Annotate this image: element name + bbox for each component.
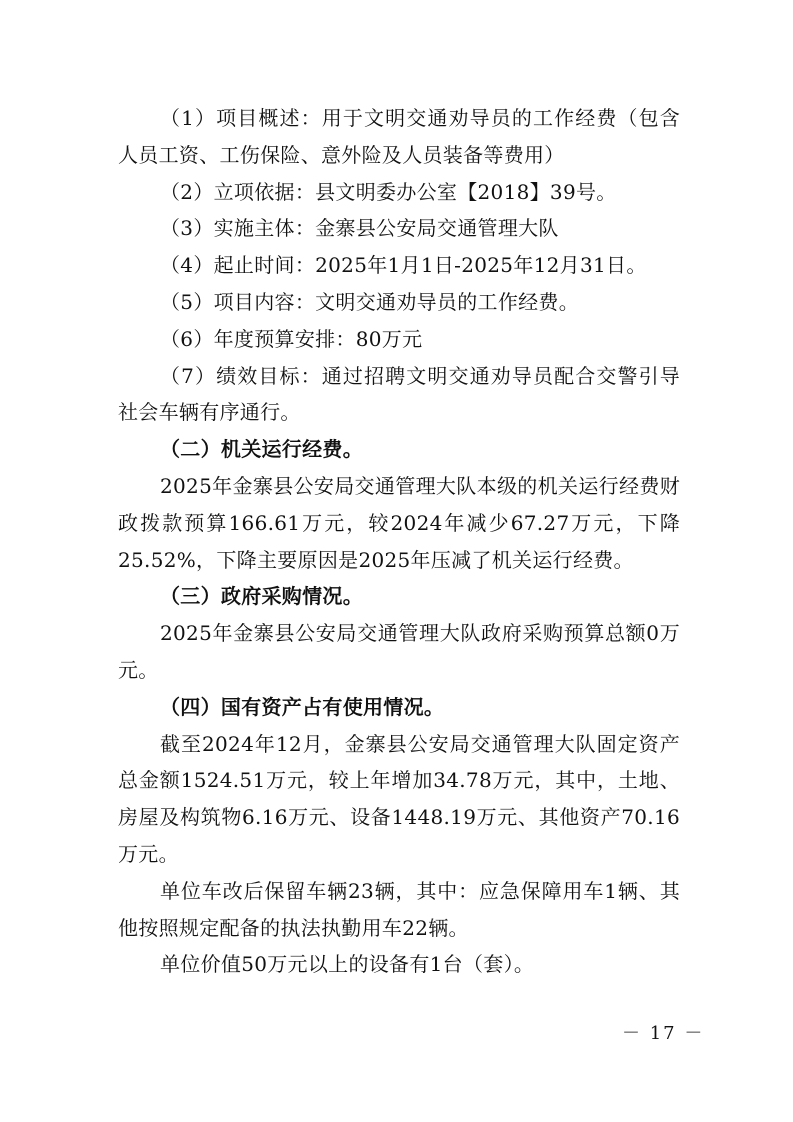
item-overview: （1）项目概述：用于文明交通劝导员的工作经费（包含人员工资、工伤保险、意外险及人员装备等费用） — [118, 106, 680, 167]
page-number: － 17 － — [622, 1023, 705, 1044]
heading-operating-expenses: （二）机关运行经费。 — [160, 437, 363, 462]
page-body — [118, 100, 680, 983]
state-assets-text: 截至2024年12月，金寨县公安局交通管理大队固定资产总金额1524.51万元，较上年增加34.78万元，其中，土地、房屋及构筑物6.16万元、设备1448.19万元、其他资产70.16万元。 — [118, 731, 680, 866]
item-basis: （2）立项依据：县文明委办公室【2018】39号。 — [160, 179, 617, 204]
heading-state-assets: （四）国有资产占有使用情况。 — [160, 694, 445, 719]
item-annual-budget: （6）年度预算安排：80万元 — [160, 326, 423, 351]
operating-expenses-text: 2025年金寨县公安局交通管理大队本级的机关运行经费财政拨款预算166.61万元，较2024年减少67.27万元，下降25.52%，下降主要原因是2025年压减了机关运行经费。 — [118, 473, 680, 572]
government-procurement-text: 2025年金寨县公安局交通管理大队政府采购预算总额0万元。 — [118, 621, 680, 682]
equipment-text: 单位价值50万元以上的设备有1台（套）。 — [160, 952, 535, 977]
item-period: （4）起止时间：2025年1月1日-2025年12月31日。 — [160, 253, 647, 278]
vehicles-text: 单位车改后保留车辆23辆，其中：应急保障用车1辆、其他按照规定配备的执法执勤用车22辆。 — [118, 878, 680, 940]
item-content: （5）项目内容：文明交通劝导员的工作经费。 — [160, 289, 580, 314]
item-performance-goal: （7）绩效目标：通过招聘文明交通劝导员配合交警引导社会车辆有序通行。 — [118, 363, 680, 425]
heading-government-procurement: （三）政府采购情况。 — [160, 584, 363, 609]
item-implementer: （3）实施主体：金寨县公安局交通管理大队 — [160, 216, 559, 241]
